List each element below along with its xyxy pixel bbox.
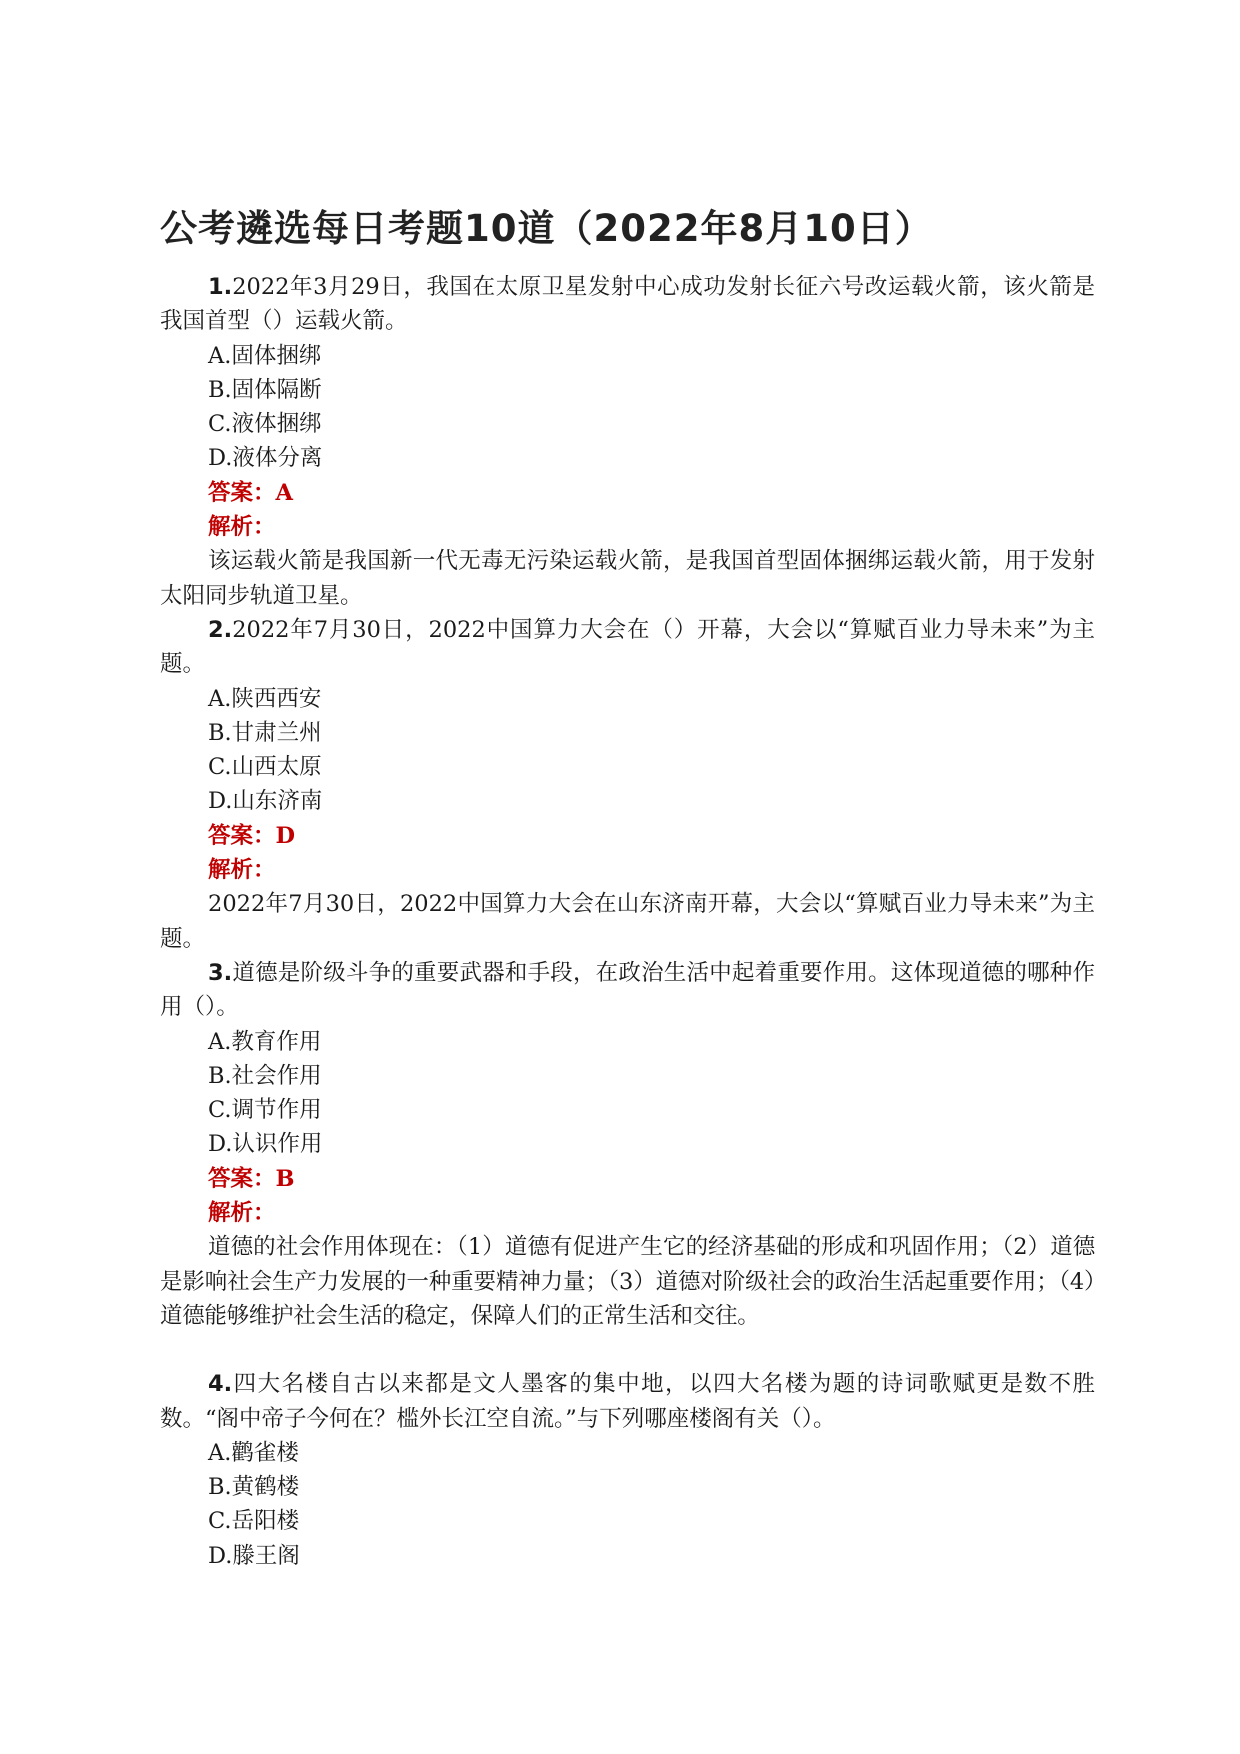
option-a: A.陕西西安 (208, 685, 322, 712)
answer-line (160, 1162, 1095, 1196)
question-number: 1. (208, 274, 233, 300)
option-b: B.社会作用 (208, 1062, 322, 1089)
option-d: D.认识作用 (208, 1131, 323, 1158)
analysis-text: 道德的社会作用体现在：（1）道德有促进产生它的经济基础的形成和巩固作用；（2）道德是影响社会生产力发展的一种重要精神力量；（3）道德对阶级社会的政治生活起重要作用；（4）道德能够维护社会生活的稳定，保障人们的正常生活和交往。 (160, 1234, 1095, 1329)
option-d: D.山东济南 (208, 788, 323, 815)
analysis-text: 该运载火箭是我国新一代无毒无污染运载火箭，是我国首型固体捆绑运载火箭，用于发射太阳同步轨道卫星。 (160, 548, 1095, 609)
option-b: B.固体隔断 (208, 376, 322, 403)
paragraph-gap (160, 1333, 1095, 1367)
answer-label: 答案： (208, 1165, 276, 1192)
page-title: 公考遴选每日考题10道（2022年8月10日） (160, 207, 933, 250)
answer-value: D (275, 822, 296, 849)
analysis-label: 解析： (208, 857, 276, 884)
question-text: 道德是阶级斗争的重要武器和手段，在政治生活中起着重要作用。这体现道德的哪种作用（）。 (160, 959, 1095, 1021)
answer-line (160, 819, 1095, 853)
option-d: D.滕王阁 (208, 1542, 300, 1569)
answer-value: B (275, 1165, 295, 1192)
answer-line (160, 476, 1095, 510)
option-c: C.岳阳楼 (208, 1508, 300, 1535)
option-c: C.液体捆绑 (208, 411, 322, 438)
option-a: A.鹳雀楼 (208, 1439, 299, 1466)
question-text: 2022年3月29日，我国在太原卫星发射中心成功发射长征六号改运载火箭，该火箭是我国首型（）运载火箭。 (160, 274, 1095, 335)
question-4 (160, 1367, 1095, 1573)
option-d: D.液体分离 (208, 445, 323, 472)
answer-label: 答案： (208, 822, 276, 849)
option-c: C.山西太原 (208, 754, 322, 781)
analysis-label: 解析： (208, 1200, 276, 1227)
question-stem (160, 613, 1095, 682)
question-number: 3. (208, 959, 233, 986)
option-b: B.黄鹤楼 (208, 1474, 300, 1501)
answer-value: A (275, 479, 293, 506)
option-a: A.固体捆绑 (208, 342, 322, 369)
analysis-label: 解析： (208, 514, 276, 541)
question-2 (160, 613, 1095, 956)
question-text: 2022年7月30日，2022中国算力大会在（）开幕，大会以“算赋百业力导未来”为主题。 (160, 616, 1095, 678)
question-list (160, 270, 1095, 1573)
question-1 (160, 270, 1095, 613)
question-number: 2. (208, 616, 233, 643)
option-c: C.调节作用 (208, 1097, 322, 1124)
answer-label: 答案： (208, 479, 276, 506)
question-text: 四大名楼自古以来都是文人墨客的集中地，以四大名楼为题的诗词歌赋更是数不胜数。“阁中帝子今何在？槛外长江空自流。”与下列哪座楼阁有关（）。 (160, 1371, 1095, 1432)
option-b: B.甘肃兰州 (208, 719, 322, 746)
question-stem (160, 1367, 1095, 1436)
question-stem (160, 956, 1095, 1025)
analysis-text: 2022年7月30日，2022中国算力大会在山东济南开幕，大会以“算赋百业力导未来”为主题。 (160, 891, 1095, 952)
question-3 (160, 956, 1095, 1333)
option-a: A.教育作用 (208, 1028, 322, 1055)
question-stem (160, 270, 1095, 339)
question-number: 4. (208, 1371, 233, 1398)
